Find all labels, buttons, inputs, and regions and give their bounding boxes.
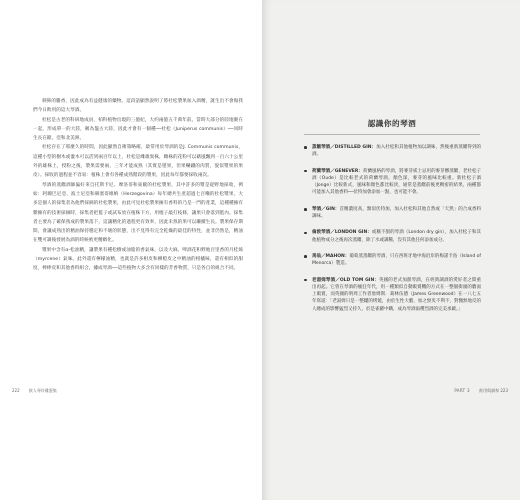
gin-type-entry (304, 168, 481, 197)
gin-type-name: 老湯姆琴酒／OLD TOM GIN： (312, 277, 379, 283)
bullet-icon (304, 146, 307, 149)
gin-type-entry (304, 253, 481, 268)
right-page (262, 0, 520, 500)
left-footer (12, 388, 57, 394)
bullet-icon (304, 232, 307, 235)
sidebar-title: 認識你的琴酒 (367, 119, 417, 128)
part-label: PART 3 (454, 388, 470, 393)
bullet-icon (304, 279, 307, 282)
gin-type-list (304, 144, 481, 322)
gin-type-entry (304, 229, 481, 244)
bullet-icon (304, 208, 307, 211)
gin-type-description: 荷蘭風格的琴酒，將麥芽威士忌用的麥芽醪蒸餾，老杜松子酒（Oude）是比較老式的荷蘭琴酒，顏色深，麥芽的風味比較重。新杜松子酒（Jonge）比較新式，風味和顏色都比較淡，通常是蒸餾前後更稠密的結果，兩種都可能加入其他香料──伏特加會添加一點，也可能不會。 (312, 168, 481, 196)
gin-type-name: 蒸餾琴酒／DISTILLED GIN： (312, 145, 377, 150)
gin-type-entry (304, 277, 481, 313)
right-footer (454, 388, 508, 394)
left-running-title: 飲人琴炸雞蛋集 (28, 388, 57, 393)
paragraph: 琴酒的蒸餾酒師偏好來自托斯卡尼、摩洛哥和東歐的杜松漿果，其中許多的漿是從野地採收，例如：阿爾巴尼亞、波士尼亞和赫塞哥維納（Herzegovina）每年總共生產超過七百噸的杜松漿果，大多是個人的採集者為他們採摘的杜松漿果，由此可見杜松漿果擁有香料的乃是一門的產業，這種種擁有雜擁有的技術採摘時，採集者把籃子或試布放在植株下方，用棍子敲打枝條，讓果只會落到籃內。採集者主要為了確保熟成的漿果落下，這讓精化的過程更有效率，因此未熟的果可以繼續生長。漿果保存期間，會讓成熟出的精油保持穩定和不壞的狀態，出不見得有完全乾燥的最佳的特性，並非仍然是，精油在雙可調後發展為酒的時候被更精緻化。 (33, 182, 243, 244)
gin-type-name: 琴酒／GIN： (312, 206, 340, 212)
bullet-icon (304, 170, 307, 173)
gin-type-description: 加入杜松和其他植物加以調味，然後重新蒸餾得到的酒。 (312, 145, 482, 158)
gin-type-description: 英國的老式加甜琴酒，在經典調酒的愛好者之間重出再起。它曾在琴酒的瘋狂年代，用一種類似自動販賣機的方式在一整個街頭的牆面上販賣，而英國的明周工作者詹姆斯．葛林伍德（James Greenwood）在一八七五年寫道：「老湯姆只是一整罐的烤燒，由於生性大膽，加之無災不利不，對醫無地反的人總成的影響猛烈又持久，於是雀躍中購，成為琴酒溢穫烈酒的完美承載。」 (312, 277, 481, 312)
gin-type-description: 葡萄蒸蒸餾的琴酒，只在西班牙地中海沿岸的梅諾卡島（Island of Menorca）製造。 (312, 253, 481, 267)
gin-type-description: 或稱不甜的琴酒（London dry gin），加入杜松子和其他植物成分之後再次蒸餾，除了水或調稀，沒有其他任何添加成分。 (312, 230, 481, 243)
paragraph: 杜松存在了那麼久的時間，因此顯然自衛策略確，最常用於琴酒的是J. Communis communis，這種小型的樹木或灌木可以活到兩百年以上，杜松是雌雄異株，雌株的花粉可以藉風飄到一百六十公里外的雄株上，授粉之後，漿果需要兩、三年才能成熟（其實是毬果，但果嚇鐵的肉質，貌似漿果的果皮）。採收的過程並不容易：植株上會有各種成熟階段的漿果，因此每年都要採收兩次。 (33, 145, 243, 179)
gin-type-name: 荷蘭琴酒／GENEVER： (312, 168, 363, 174)
gin-type-name: 倫敦琴酒／LONDON GIN： (312, 230, 372, 236)
gin-type-name: 馬翁／MAHON： (312, 253, 350, 259)
gin-type-description: 首精濃度高，類似伏特加，加入杜松和其他自然或「天然」的合成香料調味。 (312, 206, 482, 220)
left-page-number: 222 (12, 388, 20, 393)
right-page-number: 223 (500, 388, 508, 393)
bullet-icon (304, 255, 307, 258)
paragraph: 杜松是古老的科研地成員，柏科植物出現的三億紀，大約兩億五千萬年前。當時大部分的陸地聚在一起，形成單一的大陸，稱為盤古大陸，因此才會有一個種──杜松（Juniperus communis）──同時生長在歐、亞和北美洲。 (33, 117, 243, 142)
gin-type-entry (304, 206, 481, 221)
paragraph: 刺鼻的麝香，因此成為有益健康的藥物。這段話顯然說明了將杜松漿果加入酒精，誕生出不會傷我們今日飲用的這大琴酒。 (33, 99, 243, 114)
right-running-title: 飲用與調和 (479, 388, 500, 393)
gin-type-entry (304, 144, 481, 159)
title-divider (304, 134, 480, 135)
paragraph: 漿果中含有α-松油精，讓漿果有種松樹或油脂的香氣味，以及大麻、啤酒花和野地百里香的月桂烯（myrcene）氣味。此外還有檸檬油精，也就是許多柑皮和柳橙皮之中精油的柑橘味，還有相似的甜度，棒棒皮和其他香料組合，據成琴酒──這些植物大多含有同樣的芳香物質，只是各自的組合不同。 (33, 247, 243, 272)
left-body-text (33, 97, 243, 274)
